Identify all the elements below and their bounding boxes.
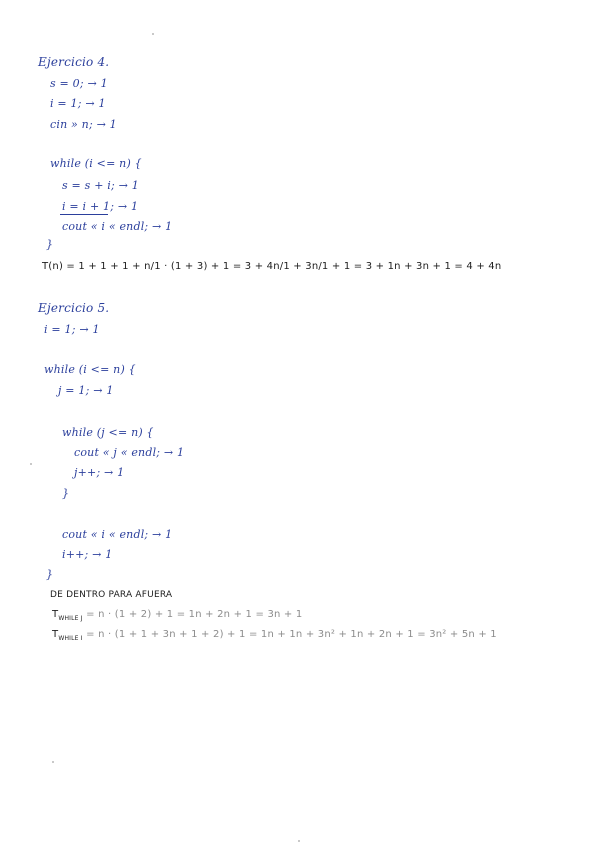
t-while-j-expression: = n · (1 + 2) + 1 = 1n + 2n + 1 = 3n + 1 bbox=[86, 609, 303, 620]
exercise4-line: while (i <= n) { bbox=[50, 157, 142, 170]
exercise4-line: cout « i « endl; → 1 bbox=[62, 220, 173, 233]
exercise5-title: Ejercicio 5. bbox=[38, 301, 110, 315]
underline-mark bbox=[60, 214, 108, 215]
exercise5-line: j++; → 1 bbox=[74, 466, 125, 479]
exercise5-line: cout « i « endl; → 1 bbox=[62, 528, 173, 541]
exercise4-line: cin » n; → 1 bbox=[50, 118, 117, 131]
exercise4-line: i = 1; → 1 bbox=[50, 97, 106, 110]
exercise4-line: i = i + 1; → 1 bbox=[62, 200, 139, 213]
t-while-j-subscript: WHILE J bbox=[58, 615, 83, 622]
exercise5-line: j = 1; → 1 bbox=[58, 384, 114, 397]
exercise4-cost-formula: T(n) = 1 + 1 + 1 + n/1 · (1 + 3) + 1 = 3 + 4n/1 + 3n/1 + 1 = 3 + 1n + 3n + 1 = 4 + 4n bbox=[42, 261, 502, 272]
exercise4-line: s = s + i; → 1 bbox=[62, 179, 139, 192]
exercise5-line: while (j <= n) { bbox=[62, 426, 154, 439]
scan-speck bbox=[298, 840, 300, 842]
t-while-i-expression: = n · (1 + 1 + 3n + 1 + 2) + 1 = 1n + 1n + 3n² + 1n + 2n + 1 = 3n² + 5n + 1 bbox=[86, 629, 497, 640]
exercise4-line: s = 0; → 1 bbox=[50, 77, 108, 90]
exercise5-line: } bbox=[62, 487, 70, 500]
scan-speck bbox=[152, 33, 154, 35]
scan-speck bbox=[30, 463, 32, 465]
t-while-i-subscript: WHILE I bbox=[58, 635, 83, 642]
exercise4-title: Ejercicio 4. bbox=[38, 55, 110, 69]
exercise5-line: } bbox=[46, 568, 54, 581]
scan-speck bbox=[52, 761, 54, 763]
exercise5-line: i++; → 1 bbox=[62, 548, 113, 561]
t-while-j-formula bbox=[52, 609, 302, 622]
exercise5-line: cout « j « endl; → 1 bbox=[74, 446, 185, 459]
t-while-i-label: T bbox=[52, 629, 59, 640]
t-while-i-formula bbox=[52, 629, 497, 642]
exercise4-line: } bbox=[46, 238, 54, 251]
direction-note: DE DENTRO PARA AFUERA bbox=[50, 590, 173, 600]
t-while-j-label: T bbox=[52, 609, 59, 620]
exercise5-line: while (i <= n) { bbox=[44, 363, 136, 376]
exercise5-line: i = 1; → 1 bbox=[44, 323, 100, 336]
